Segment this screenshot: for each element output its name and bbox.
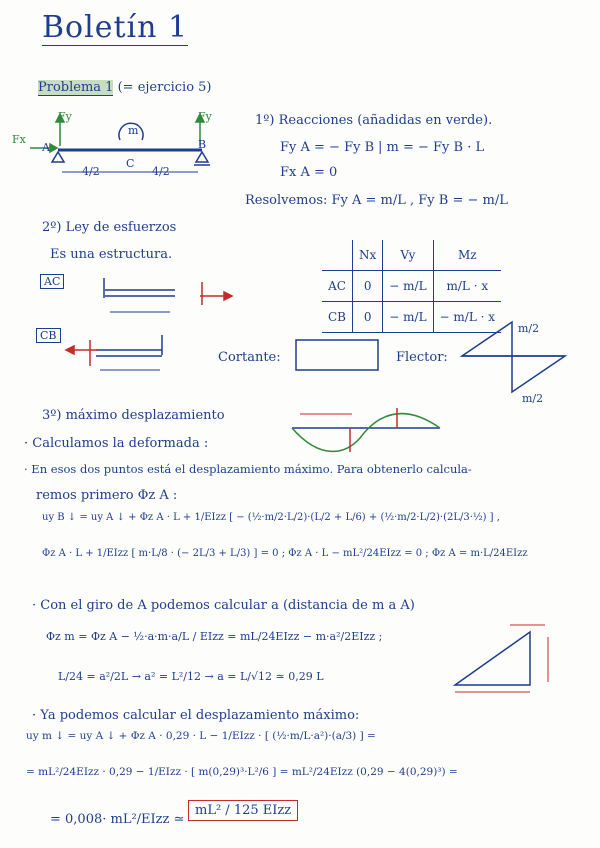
reaction-fxa-label: Fx xyxy=(12,133,26,146)
page-title: Boletín 1 xyxy=(42,10,189,45)
table-cell: − m/L xyxy=(383,271,433,302)
equation-2: Φz A · L + 1/EIzz [ m·L/8 · (− 2L/3 + L/3) ] = 0 ; Φz A · L − mL²/24EIzz = 0 ; Φz A = m·L/24EIzz xyxy=(42,548,528,559)
table-cell: CB xyxy=(322,302,353,333)
bullet-rotation: · Con el giro de A podemos calcular a (distancia de m a A) xyxy=(32,598,415,613)
section-diagrams xyxy=(96,278,175,370)
moment-label: m xyxy=(128,124,139,137)
bullet-max-points: · En esos dos puntos está el desplazamiento máximo. Para obtenerlo calcula- xyxy=(24,462,472,476)
table-cell: 0 xyxy=(353,271,383,302)
segment-cb-label: CB xyxy=(36,328,61,343)
reaction-fyb-label: Fy xyxy=(198,110,212,123)
moment-value-bottom: m/2 xyxy=(522,392,544,405)
structure-line: Es una estructura. xyxy=(50,247,173,262)
equation-5: uy m ↓ = uy A ↓ + Φz A · 0,29 · L − 1/EIzz · [ (½·m/L·a²)·(a/3) ] = xyxy=(26,730,376,742)
problem-reference: (= ejercicio 5) xyxy=(117,80,212,95)
equation-1: uy B ↓ = uy A ↓ + Φz A · L + 1/EIzz [ − (½·m/2·L/2)·(L/2 + L/6) + (½·m/2·L/2)·(2L/3·½) ] , xyxy=(42,512,500,523)
reaction-arrows xyxy=(30,114,207,152)
stress-law-heading: 2º) Ley de esfuerzos xyxy=(42,220,177,235)
reaction-fya-label: Fy xyxy=(58,110,72,123)
table-header-cell xyxy=(322,240,353,271)
point-a-label: A xyxy=(42,141,50,154)
moment-diagram-label: Flector: xyxy=(396,350,448,365)
table-header-row xyxy=(322,240,501,271)
moment-value-top: m/2 xyxy=(518,322,540,335)
internal-force-arrows xyxy=(66,282,232,366)
table-row xyxy=(322,302,501,333)
table-cell: AC xyxy=(322,271,353,302)
table-row xyxy=(322,271,501,302)
bullet-max-displacement: · Ya podemos calcular el desplazamiento máximo: xyxy=(32,708,360,723)
reactions-heading: 1º) Reacciones (añadidas en verde). xyxy=(255,113,493,128)
table-cell: − m/L · x xyxy=(433,302,501,333)
point-c-label: C xyxy=(126,157,135,170)
table-cell: 0 xyxy=(353,302,383,333)
table-cell: − m/L xyxy=(383,302,433,333)
shear-label: Cortante: xyxy=(218,350,281,365)
table-header-cell: Nx xyxy=(353,240,383,271)
deformed-shape xyxy=(292,408,440,452)
reactions-solution: Resolvemos: Fy A = m/L , Fy B = − m/L xyxy=(245,193,508,208)
table-header-cell: Vy xyxy=(383,240,433,271)
span-2-label: 4/2 xyxy=(152,165,170,178)
span-1-label: 4/2 xyxy=(82,165,100,178)
reactions-eq-1: Fy A = − Fy B xyxy=(280,140,375,155)
shear-diagram xyxy=(296,340,378,370)
point-b-label: B xyxy=(198,138,207,151)
reactions-eq-3: Fx A = 0 xyxy=(280,165,338,180)
problem-label: Problema 1 xyxy=(38,80,114,95)
bullet-deformed: · Calculamos la deformada : xyxy=(24,436,209,451)
equation-7: = 0,008· mL²/EIzz ≃ xyxy=(50,812,185,827)
equation-4: L/24 = a²/2L → a² = L²/12 → a = L/√12 ≃ 0,29 L xyxy=(58,670,324,683)
triangle-diagram xyxy=(455,625,548,692)
final-result-box: mL² / 125 EIzz xyxy=(188,800,298,821)
equation-6: = mL²/24EIzz · 0,29 − 1/EIzz · [ m(0,29)³·L²/6 ] = mL²/24EIzz (0,29 − 4(0,29)³) = xyxy=(26,766,458,778)
table-cell: m/L · x xyxy=(433,271,501,302)
max-displacement-heading: 3º) máximo desplazamiento xyxy=(42,408,225,423)
internal-forces-table xyxy=(322,240,501,333)
segment-ac-label: AC xyxy=(40,274,64,289)
equation-3: Φz m = Φz A − ½·a·m·a/L / EIzz = mL/24EIzz − m·a²/2EIzz ; xyxy=(46,630,383,643)
bullet-max-points-cont: remos primero Φz A : xyxy=(36,488,178,503)
table-header-cell: Mz xyxy=(433,240,501,271)
reactions-eq-2: | m = − Fy B · L xyxy=(378,140,485,155)
